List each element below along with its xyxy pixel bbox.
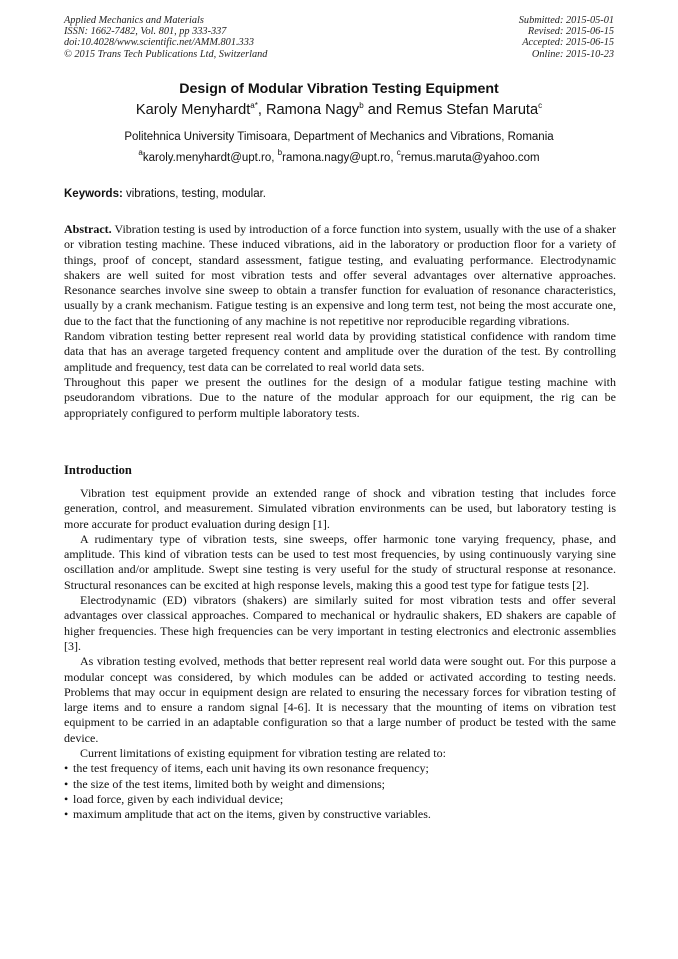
author-list [0,102,678,118]
abstract-text: Vibration testing is used by introduction of a force function into system, usually with the use of a shaker or vibration testing machine. These induced vibrations, aid in the laboratory or production floor for a variety of things, proof of concept, standard assessment, fatigue testing, and evaluating performance. Electrodynamic shakers are well suited for most vibration tests and offer several advantages over alternative approaches. Resonance searches involve sine sweep to obtain a transfer function for evaluation of resonance characteristics, usually by a crank mechanism. Fatigue testing is an expensive and long term test, not being the most accurate one, due to the fact that the functioning of any machine is not repetitive nor reproducible regarding vibrations. [64,222,616,328]
keywords [64,188,616,200]
email-mark: c [396,148,401,157]
email-link[interactable]: ramona.nagy@upt.ro [282,152,391,164]
author-affil-mark: c [538,101,543,110]
intro-paragraph: A rudimentary type of vibration tests, sine sweeps, offer harmonic tone varying frequency, phase, and amplitude. This kind of vibration tests can be used to test most frequencies, by using continuously varying sine oscillation and/or amplitude. Swept sine testing is very useful for the study of structural response at resonance. Structural resonances can be excited at high response levels, making this a good test type for fatigue tests [2]. [64,531,616,592]
author-emails [0,148,678,164]
author-affil-mark: a* [250,101,258,110]
abstract-paragraph: Throughout this paper we present the outlines for the design of a modular fatigue testing machine with pseudorandom vibrations. Due to the nature of the modular approach for our equipment, the rig can be appropriately configured to perform multiple laboratory tests. [64,374,616,420]
journal-name: Applied Mechanics and Materials [64,15,204,26]
list-item [64,807,616,822]
email-mark: a [138,148,143,157]
email-separator: , [271,152,278,164]
email-separator: , [390,152,397,164]
bullet-icon: • [64,791,69,806]
intro-paragraph: As vibration testing evolved, methods that better represent real world data were sought out. For this purpose a modular concept was considered, by which modules can be added or activated according to testing needs. Problems that may occur in equipment design are related to ensuring the necessary forces for vibration testing of large items and to ensure a random signal [4-6]. It is necessary that the mounting of items on vibration test equipment to be carried in an adaptable configuration so that a large number of product be tested with the same device. [64,654,616,745]
list-item [64,777,616,792]
list-item-text: load force, given by each individual device; [73,791,284,806]
submission-dates [519,15,614,60]
limitations-list [64,761,616,822]
journal-issn: ISSN: 1662-7482, Vol. 801, pp 333-337 [64,26,227,38]
list-item-text: the size of the test items, limited both by weight and dimensions; [73,776,385,791]
bullet-icon: • [64,807,69,822]
list-item [64,761,616,776]
keywords-label: Keywords: [64,188,123,200]
intro-paragraph: Vibration test equipment provide an extended range of shock and vibration testing that includes force generation, control, and measurement. Simulated vibration environments can be used, but laboratory testing is more accurate for product evaluation during design [1]. [64,486,616,531]
bullet-icon: • [64,776,69,791]
list-item [64,792,616,807]
intro-paragraph: Electrodynamic (ED) vibrators (shakers) are similarly suited for most vibration tests and offer several advantages over classical approaches. Compared to mechanical or hydraulic shakers, ED shakers are capable of higher frequencies. These high frequencies can be very important in testing electronics and electronic assemblies [3]. [64,593,616,653]
date-online: Online: 2015-10-23 [531,48,614,60]
introduction-heading: Introduction [64,463,132,477]
author-separator: and [363,102,397,118]
author-name: Karoly Menyhardt [135,102,251,118]
abstract-paragraph [64,222,616,329]
date-accepted: Accepted: 2015-06-15 [522,37,614,49]
author-affil-mark: b [359,101,364,110]
journal-doi: doi:10.4028/www.scientific.net/AMM.801.333 [64,37,254,49]
introduction-section [64,486,616,823]
email-link[interactable]: remus.maruta@yahoo.com [400,152,540,164]
author-name: Ramona Nagy [265,102,360,118]
list-item-text: maximum amplitude that act on the items, given by constructive variables. [73,807,431,822]
email-link[interactable]: karoly.menyhardt@upt.ro [142,152,272,164]
abstract-paragraph: Random vibration testing better represent real world data by providing statistical confidence with random time data that has an average targeted frequency content and amplitude over the duration of the test. By controlling amplitude and frequency, test data can be correlated to real world data sets. [64,329,616,374]
date-submitted: Submitted: 2015-05-01 [518,15,614,26]
list-item-text: the test frequency of items, each unit having its own resonance frequency; [73,761,429,776]
affiliation: Politehnica University Timisoara, Department of Mechanics and Vibrations, Romania [124,131,554,143]
abstract-section [64,222,616,421]
author-name: Remus Stefan Maruta [396,102,539,118]
bullet-icon: • [64,761,69,776]
date-revised: Revised: 2015-06-15 [527,26,614,38]
keywords-text: vibrations, testing, modular. [122,188,266,200]
paper-title: Design of Modular Vibration Testing Equipment [179,81,499,97]
email-mark: b [277,148,283,157]
abstract-label: Abstract. [64,222,112,236]
intro-paragraph: Current limitations of existing equipment for vibration testing are related to: [80,746,446,761]
author-separator: , [257,102,266,118]
journal-copyright: © 2015 Trans Tech Publications Ltd, Switzerland [64,48,268,60]
journal-info [64,15,267,60]
